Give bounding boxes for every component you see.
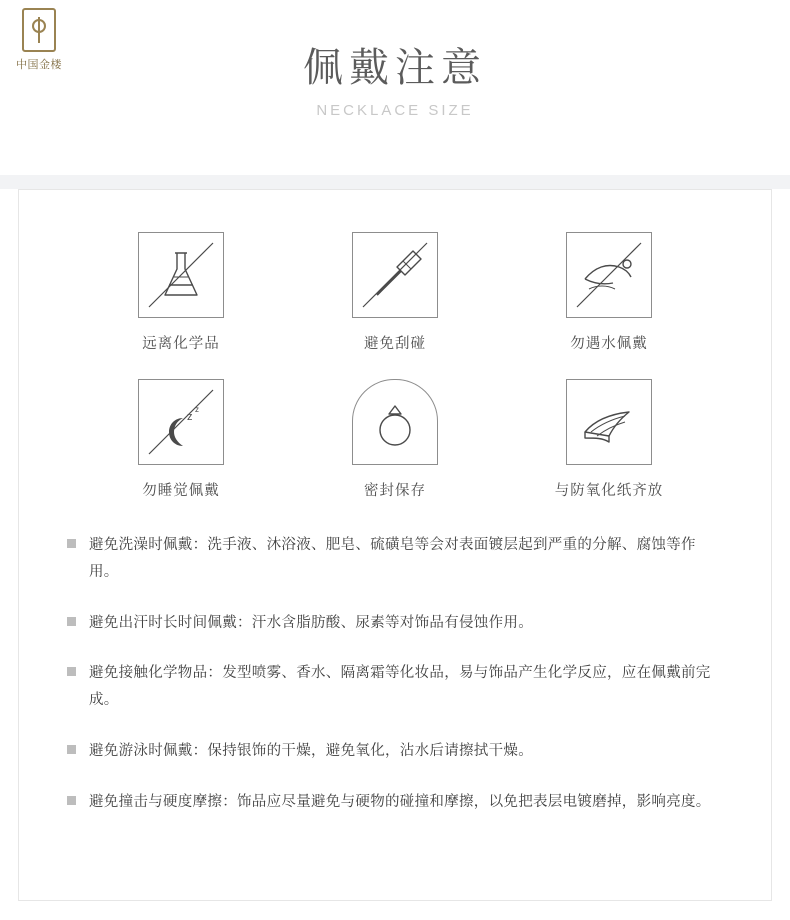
chemical-flask-icon [138,232,224,318]
svg-text:z: z [186,411,193,423]
hammer-scratch-icon [352,232,438,318]
care-icon-label: 与防氧化纸齐放 [554,483,664,499]
care-icon-cell [502,232,716,353]
bullet-marker [67,617,76,626]
list-item [67,738,725,765]
no-water-hand-icon [566,232,652,318]
section-divider-band [0,175,790,189]
care-icon-label: 勿睡觉佩戴 [142,483,220,499]
note-text: 避免游泳时佩戴：保持银饰的干燥，避免氧化，沾水后请擦拭干燥。 [89,743,533,760]
page-subtitle: NECKLACE SIZE [316,102,474,119]
list-item [67,660,725,714]
list-item [67,610,725,637]
page-title: 佩戴注意 [303,46,487,90]
list-item [67,789,725,816]
sleep-moon-icon [138,379,224,465]
note-text: 避免接触化学物品：发型喷雾、香水、隔离霜等化妆品，易与饰品产生化学反应，应在佩戴前完成。 [89,665,711,709]
care-icon-label: 密封保存 [363,483,426,499]
sealed-ring-bag-icon [352,379,438,465]
bullet-marker [67,796,76,805]
note-text: 避免出汗时长时间佩戴：汗水含脂肪酸、尿素等对饰品有侵蚀作用。 [89,614,533,631]
page-header [0,0,790,119]
list-item [67,532,725,586]
care-instructions-panel [18,189,772,901]
care-icon-cell [502,379,716,500]
note-text: 避免撞击与硬度摩擦：饰品应尽量避免与硬物的碰撞和摩擦，以免把表层电镀磨掉，影响亮度。 [89,793,711,810]
care-icon-cell [74,379,288,500]
bullet-marker [67,745,76,754]
brand-logo [8,8,70,72]
care-icon-label: 远离化学品 [142,336,220,352]
care-icon-cell [288,232,502,353]
care-icon-label: 避免刮碰 [363,336,426,352]
care-icon-cell [288,379,502,500]
anti-oxidation-paper-icon [566,379,652,465]
note-text: 避免洗澡时佩戴：洗手液、沐浴液、肥皂、硫磺皂等会对表面镀层起到严重的分解、腐蚀等作用。 [89,537,696,580]
bullet-marker [67,539,76,548]
care-icon-grid [19,190,771,526]
care-notes-list [19,526,771,816]
care-icon-label: 勿遇水佩戴 [570,336,648,352]
bullet-marker [67,667,76,676]
jinlou-shield-logo-icon [22,8,56,52]
care-icon-cell [74,232,288,353]
svg-text:z: z [194,405,199,414]
brand-name: 中国金楼 [16,59,62,71]
